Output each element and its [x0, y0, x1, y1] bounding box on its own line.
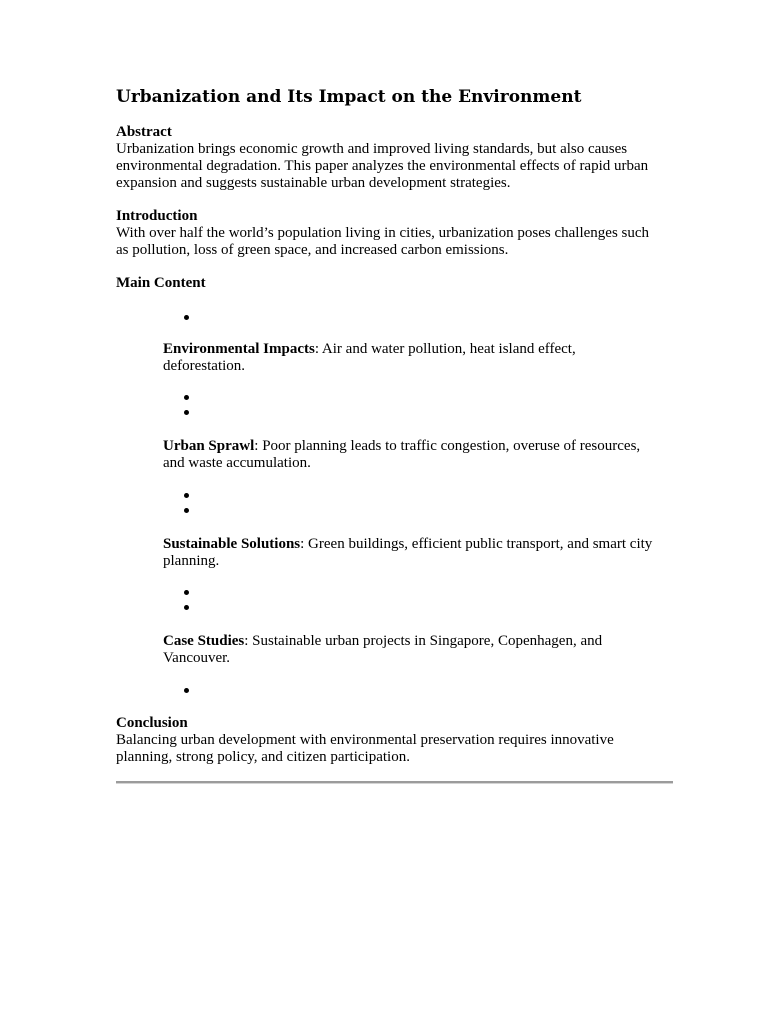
list-item: [163, 633, 653, 667]
abstract-text: Urbanization brings economic growth and improved living standards, but also causes environmental degradation. This paper analyzes the environmental effects of rapid urban expansion and suggests sustainable urban development strategies.: [116, 141, 649, 191]
list-bullet: [184, 590, 190, 596]
introduction-section: [116, 208, 656, 259]
list-item-text: : Green buildings, efficient public transport, and smart city planning.: [163, 536, 653, 569]
page-title: Urbanization and Its Impact on the Environment: [116, 87, 582, 107]
list-item-term: Environmental Impacts: [163, 341, 315, 357]
list-bullet: [184, 410, 190, 416]
list-bullet: [184, 508, 190, 514]
horizontal-rule: [116, 781, 673, 784]
introduction-heading: Introduction: [116, 208, 198, 224]
list-item-text: : Poor planning leads to traffic congestion, overuse of resources, and waste accumulation.: [163, 438, 641, 471]
list-item: [163, 438, 653, 472]
abstract-section: [116, 124, 656, 192]
main-content-section: [116, 275, 656, 292]
list-item-term: Urban Sprawl: [163, 438, 255, 454]
list-item-term: Case Studies: [163, 633, 245, 649]
conclusion-heading: Conclusion: [116, 715, 188, 731]
list-bullet: [184, 395, 190, 401]
list-bullet: [184, 315, 190, 321]
list-bullet: [184, 493, 190, 499]
list-item-term: Sustainable Solutions: [163, 536, 301, 552]
list-item-text: : Sustainable urban projects in Singapore, Copenhagen, and Vancouver.: [163, 633, 603, 666]
main-content-heading: Main Content: [116, 275, 206, 291]
list-item: [163, 536, 653, 570]
introduction-text: With over half the world’s population living in cities, urbanization poses challenges such as pollution, loss of green space, and increased carbon emissions.: [116, 225, 650, 258]
list-bullet: [184, 605, 190, 611]
conclusion-text: Balancing urban development with environmental preservation requires innovative planning, strong policy, and citizen participation.: [116, 732, 614, 765]
list-item-text: : Air and water pollution, heat island effect, deforestation.: [163, 341, 576, 374]
abstract-heading: Abstract: [116, 124, 172, 140]
conclusion-section: [116, 715, 656, 766]
list-bullet: [184, 688, 190, 694]
list-item: [163, 341, 653, 375]
